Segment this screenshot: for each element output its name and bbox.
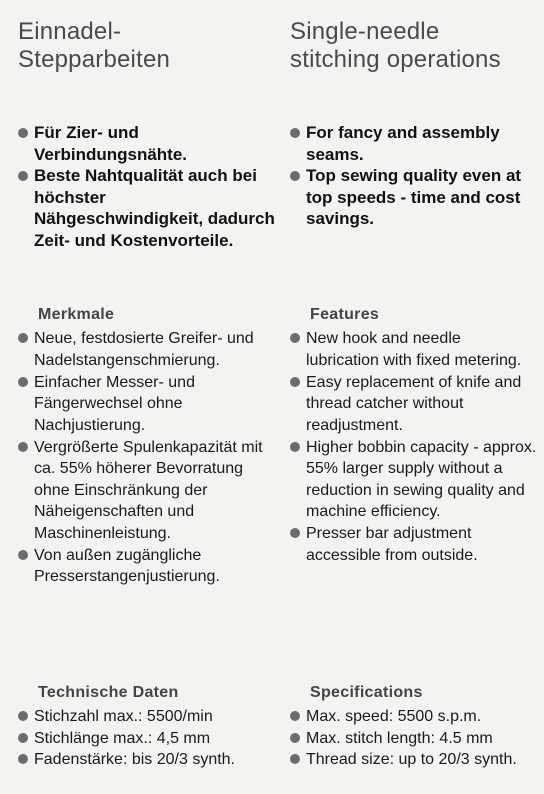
german-intro-text: Beste Nahtqualität auch bei höchster Nähgeschwindigkeit, dadurch Zeit- und Kostenvorteile.: [34, 166, 275, 250]
bullet-icon: [290, 377, 300, 387]
german-intro-list: [18, 122, 276, 251]
german-intro-text: Für Zier- und Verbindungsnähte.: [34, 123, 188, 164]
english-title-line-2: stitching operations: [290, 46, 501, 73]
english-intro-text: For fancy and assembly seams.: [306, 123, 500, 164]
bullet-icon: [18, 442, 28, 452]
english-feature-item: [290, 437, 538, 523]
german-spec-item: [18, 728, 258, 750]
german-title-line-2: Stepparbeiten: [18, 46, 171, 73]
bullet-icon: [290, 442, 300, 452]
english-spec-item: [290, 749, 540, 771]
german-features-heading: Merkmale: [38, 306, 115, 323]
english-intro-list: [290, 122, 530, 230]
english-feature-item: [290, 328, 538, 371]
english-spec-item: [290, 706, 540, 728]
english-intro-item: [290, 165, 530, 230]
german-feature-text: Von außen zugängliche Presserstangenjustierung.: [34, 546, 220, 585]
german-spec-text: Stichlänge max.: 4,5 mm: [34, 729, 211, 747]
bullet-icon: [290, 171, 300, 181]
bullet-icon: [18, 171, 28, 181]
german-feature-item: [18, 328, 266, 371]
english-spec-text: Max. stitch length: 4.5 mm: [306, 729, 493, 747]
english-feature-item: [290, 523, 538, 566]
english-specs-list: [290, 706, 540, 771]
english-title: [290, 18, 544, 74]
bullet-icon: [18, 128, 28, 138]
bullet-icon: [290, 333, 300, 343]
german-intro-item: [18, 165, 276, 251]
english-features-list: [290, 328, 538, 567]
english-title-line-1: Single-needle: [290, 18, 440, 45]
german-title-line-1: Einnadel-: [18, 18, 122, 45]
bullet-icon: [290, 754, 300, 764]
german-spec-text: Stichzahl max.: 5500/min: [34, 708, 213, 725]
german-spec-item: [18, 749, 258, 771]
english-spec-item: [290, 728, 540, 750]
german-feature-item: [18, 437, 266, 545]
english-specs-heading: Specifications: [310, 684, 423, 701]
german-specs-list: [18, 706, 258, 771]
bullet-icon: [18, 550, 28, 560]
bullet-icon: [18, 754, 28, 764]
bullet-icon: [290, 733, 300, 743]
english-spec-text: Thread size: up to 20/3 synth.: [306, 751, 517, 768]
english-intro-text: Top sewing quality even at top speeds - time and cost savings.: [306, 166, 522, 228]
english-features-heading: Features: [310, 306, 380, 323]
english-feature-item: [290, 372, 538, 437]
bullet-icon: [18, 377, 28, 387]
german-feature-item: [18, 372, 266, 437]
english-feature-text: Easy replacement of knife and thread catcher without readjustment.: [306, 373, 522, 434]
german-features-list: [18, 328, 266, 588]
german-intro-item: [18, 122, 276, 165]
bullet-icon: [18, 711, 28, 721]
bullet-icon: [18, 333, 28, 343]
english-intro-item: [290, 122, 530, 165]
english-feature-text: Presser bar adjustment accessible from outside.: [306, 525, 478, 564]
german-feature-text: Vergrößerte Spulenkapazität mit ca. 55% höherer Bevorratung ohne Einschränkung der Näheigenschaften und Maschinenleistung.: [34, 438, 263, 542]
bullet-icon: [18, 733, 28, 743]
bullet-icon: [290, 128, 300, 138]
bullet-icon: [290, 711, 300, 721]
german-feature-text: Neue, festdosierte Greifer- und Nadelstangenschmierung.: [34, 330, 254, 369]
german-feature-text: Einfacher Messer- und Fängerwechsel ohne Nachjustierung.: [34, 373, 195, 434]
german-title: [18, 18, 278, 74]
english-feature-text: Higher bobbin capacity - approx. 55% larger supply without a reduction in sewing quality and machine efficiency.: [306, 438, 537, 520]
english-feature-text: New hook and needle lubrication with fixed metering.: [306, 330, 522, 369]
german-spec-text: Fadenstärke: bis 20/3 synth.: [34, 751, 235, 768]
german-feature-item: [18, 545, 266, 588]
english-spec-text: Max. speed: 5500 s.p.m.: [306, 708, 482, 725]
bullet-icon: [290, 528, 300, 538]
german-specs-heading: Technische Daten: [38, 684, 179, 701]
german-spec-item: [18, 706, 258, 728]
